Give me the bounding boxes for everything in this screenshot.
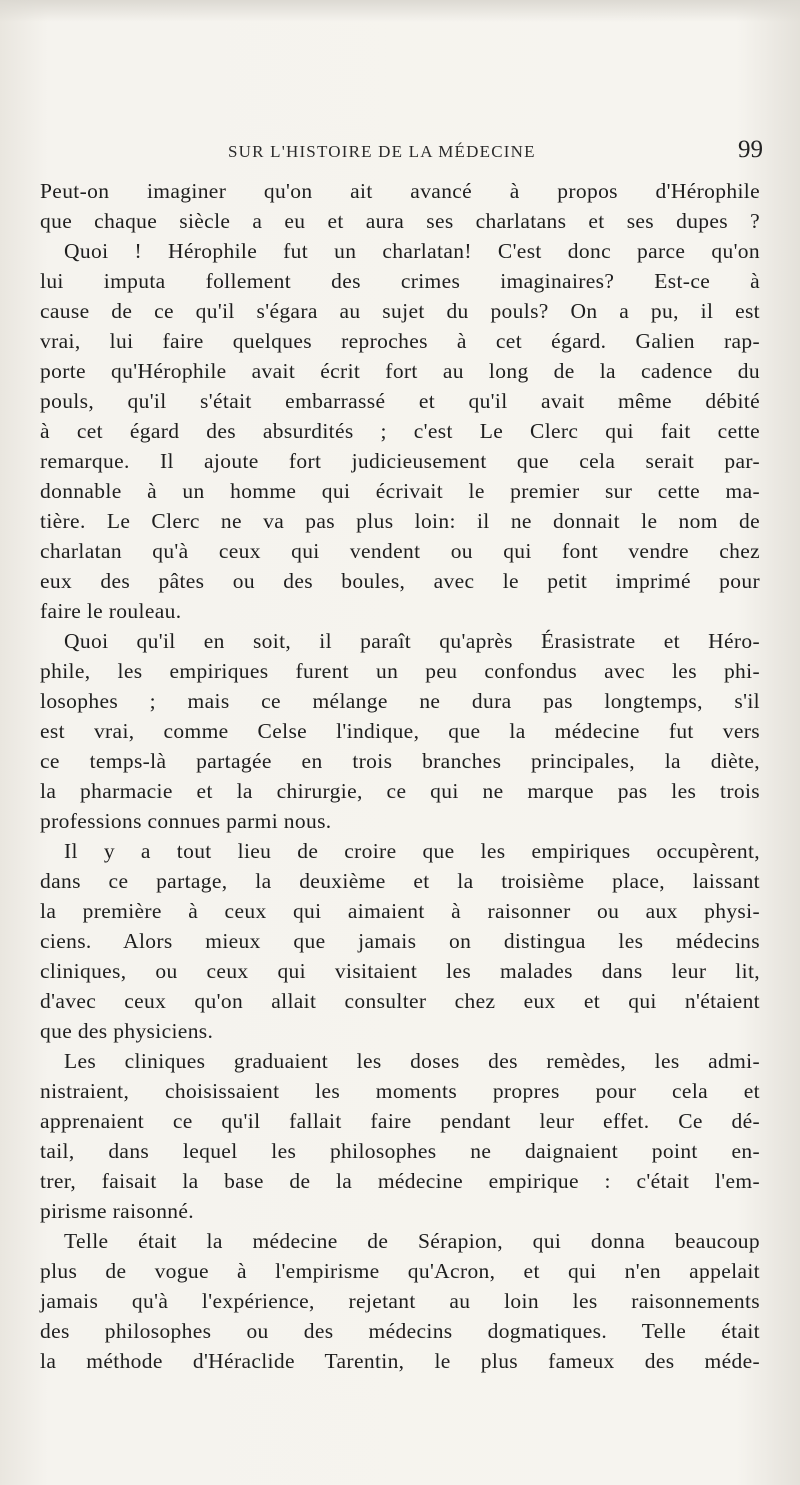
text-line: dans ce partage, la deuxième et la troisième place, laissant: [40, 869, 760, 893]
text-line: cliniques, ou ceux qui visitaient les malades dans leur lit,: [40, 959, 760, 983]
text-line: Les cliniques graduaient les doses des remèdes, les admi-: [64, 1049, 760, 1073]
text-line: donnable à un homme qui écrivait le premier sur cette ma-: [40, 479, 760, 503]
text-line: professions connues parmi nous.: [40, 809, 332, 833]
text-line: faire le rouleau.: [40, 599, 182, 623]
text-line: lui imputa follement des crimes imaginaires? Est-ce à: [40, 269, 760, 293]
text-line: tière. Le Clerc ne va pas plus loin: il ne donnait le nom de: [40, 509, 760, 533]
text-line: porte qu'Hérophile avait écrit fort au long de la cadence du: [40, 359, 760, 383]
text-line: que des physiciens.: [40, 1019, 214, 1043]
text-line: jamais qu'à l'expérience, rejetant au loin les raisonnements: [40, 1289, 760, 1313]
text-line: des philosophes ou des médecins dogmatiques. Telle était: [40, 1319, 760, 1343]
page-top-edge: [0, 0, 800, 22]
text-line: Peut-on imaginer qu'on ait avancé à propos d'Hérophile: [40, 179, 760, 203]
text-line: est vrai, comme Celse l'indique, que la médecine fut vers: [40, 719, 760, 743]
text-line: Quoi qu'il en soit, il paraît qu'après Érasistrate et Héro-: [64, 629, 760, 653]
text-line: apprenaient ce qu'il fallait faire pendant leur effet. Ce dé-: [40, 1109, 760, 1133]
text-line: la méthode d'Héraclide Tarentin, le plus fameux des méde-: [40, 1349, 760, 1373]
text-line: Il y a tout lieu de croire que les empiriques occupèrent,: [64, 839, 760, 863]
text-line: pouls, qu'il s'était embarrassé et qu'il avait même débité: [40, 389, 760, 413]
text-line: la première à ceux qui aimaient à raisonner ou aux physi-: [40, 899, 760, 923]
text-line: plus de vogue à l'empirisme qu'Acron, et qui n'en appelait: [40, 1259, 760, 1283]
body-text: [40, 176, 760, 1376]
text-line: vrai, lui faire quelques reproches à cet égard. Galien rap-: [40, 329, 760, 353]
text-line: remarque. Il ajoute fort judicieusement que cela serait par-: [40, 449, 760, 473]
text-line: phile, les empiriques furent un peu confondus avec les phi-: [40, 659, 760, 683]
running-title: SUR L'HISTOIRE DE LA MÉDECINE: [228, 142, 536, 161]
text-line: à cet égard des absurdités ; c'est Le Clerc qui fait cette: [40, 419, 760, 443]
text-line: charlatan qu'à ceux qui vendent ou qui font vendre chez: [40, 539, 760, 563]
text-line: ciens. Alors mieux que jamais on distingua les médecins: [40, 929, 760, 953]
text-line: la pharmacie et la chirurgie, ce qui ne marque pas les trois: [40, 779, 760, 803]
text-line: d'avec ceux qu'on allait consulter chez eux et qui n'étaient: [40, 989, 760, 1013]
text-line: tail, dans lequel les philosophes ne daignaient point en-: [40, 1139, 760, 1163]
text-line: ce temps-là partagée en trois branches principales, la diète,: [40, 749, 760, 773]
page-number: 99: [738, 136, 763, 163]
page-header: [38, 136, 763, 170]
text-line: pirisme raisonné.: [40, 1199, 195, 1223]
text-line: eux des pâtes ou des boules, avec le petit imprimé pour: [40, 569, 760, 593]
text-line: que chaque siècle a eu et aura ses charlatans et ses dupes ?: [40, 209, 760, 233]
text-line: cause de ce qu'il s'égara au sujet du pouls? On a pu, il est: [40, 299, 760, 323]
text-line: trer, faisait la base de la médecine empirique : c'était l'em-: [40, 1169, 760, 1193]
text-line: nistraient, choisissaient les moments propres pour cela et: [40, 1079, 760, 1103]
text-line: Telle était la médecine de Sérapion, qui donna beaucoup: [64, 1229, 760, 1253]
text-line: losophes ; mais ce mélange ne dura pas longtemps, s'il: [40, 689, 760, 713]
text-line: Quoi ! Hérophile fut un charlatan! C'est donc parce qu'on: [64, 239, 760, 263]
